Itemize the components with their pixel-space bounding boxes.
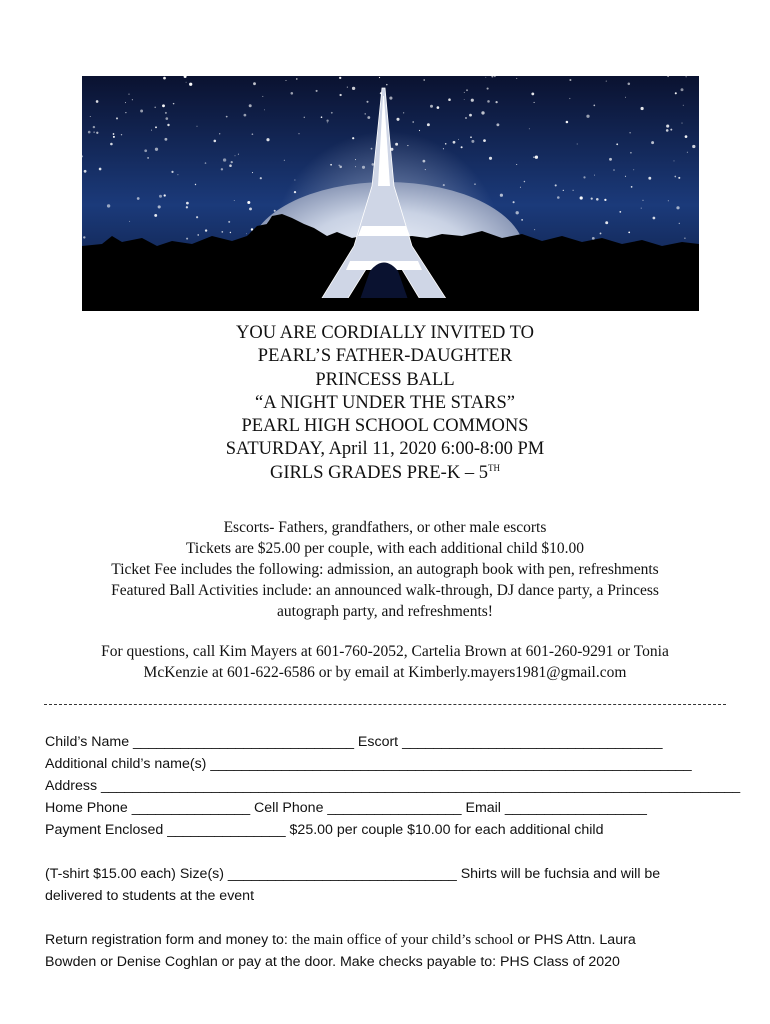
star [249, 104, 252, 107]
star [670, 129, 672, 131]
star [352, 87, 355, 90]
invitation-line: YOU ARE CORDIALLY INVITED TO [236, 323, 534, 343]
star [132, 99, 133, 100]
star [448, 98, 451, 101]
star [253, 82, 256, 85]
star [557, 196, 560, 199]
star [534, 102, 535, 103]
star [464, 99, 465, 100]
starry-night-illustration [82, 76, 699, 311]
star [366, 101, 368, 103]
star [205, 162, 207, 164]
registration-form [45, 731, 741, 973]
star [228, 221, 230, 223]
return-text-b: the main office of your child’s school [291, 932, 514, 948]
star [580, 196, 583, 199]
star [458, 139, 459, 140]
star [516, 78, 517, 79]
star [516, 164, 517, 165]
star [316, 90, 318, 92]
star [676, 206, 679, 209]
star [163, 77, 166, 80]
star [327, 122, 328, 123]
star [113, 136, 115, 138]
star [464, 92, 465, 93]
star [628, 83, 631, 86]
star [487, 100, 490, 103]
star [396, 118, 399, 121]
star [577, 143, 578, 144]
star [219, 133, 220, 134]
star [461, 146, 463, 148]
star [331, 112, 333, 114]
return-text-a: Return registration form and money to: [45, 932, 292, 948]
star [563, 190, 564, 191]
star [616, 143, 618, 145]
star [591, 198, 593, 200]
star [154, 106, 156, 108]
star [84, 170, 87, 173]
detail-line: Featured Ball Activities include: an announced walk-through, DJ dance party, a Princess [111, 582, 659, 599]
star [653, 217, 656, 220]
star [177, 174, 178, 175]
hero-image-eiffel-tower-night [82, 76, 699, 311]
star [681, 88, 684, 91]
star [140, 110, 143, 113]
star [625, 176, 626, 177]
star [683, 105, 684, 106]
star [533, 157, 534, 158]
star [495, 101, 497, 103]
star [264, 109, 265, 110]
return-instructions [45, 929, 735, 951]
contact-info [0, 641, 770, 683]
star [144, 149, 147, 152]
star [296, 78, 297, 79]
star [470, 136, 472, 138]
star [592, 237, 595, 240]
star [685, 135, 688, 138]
star [116, 117, 118, 119]
star [125, 102, 126, 103]
star [226, 116, 228, 118]
star [244, 114, 247, 117]
star [171, 171, 173, 173]
invitation-heading [0, 322, 770, 485]
star [159, 195, 162, 198]
invitation-line: PEARL’S FATHER-DAUGHTER [257, 346, 513, 367]
star [412, 121, 414, 123]
star [173, 103, 175, 105]
star [606, 81, 607, 82]
star [489, 157, 492, 160]
star [427, 123, 430, 126]
star [167, 124, 169, 126]
star [465, 117, 467, 119]
star [681, 123, 682, 124]
star [186, 202, 189, 205]
star [286, 80, 287, 81]
star [154, 214, 157, 217]
star [437, 106, 440, 109]
star [675, 92, 677, 94]
star [197, 126, 198, 127]
star [485, 77, 486, 78]
star [674, 160, 675, 161]
star [162, 104, 165, 107]
star [596, 198, 599, 201]
star [230, 232, 231, 233]
star [600, 232, 602, 234]
star [496, 123, 499, 126]
star [423, 79, 425, 81]
star [648, 177, 651, 180]
star [164, 138, 167, 141]
star [235, 155, 236, 156]
star [651, 141, 654, 144]
star [521, 219, 523, 221]
star [684, 238, 685, 239]
star [155, 126, 157, 128]
star [137, 197, 140, 200]
star [260, 177, 262, 179]
star [605, 221, 608, 224]
form-row-tshirt-note: delivered to students at the event [45, 888, 255, 904]
star [83, 236, 85, 238]
detail-line: Ticket Fee includes the following: admission, an autograph book with pen, refreshments [111, 561, 659, 578]
star [299, 133, 300, 134]
star [347, 87, 348, 88]
star [252, 133, 254, 135]
star [291, 92, 294, 95]
star [129, 221, 130, 222]
star [471, 140, 474, 143]
star [196, 216, 198, 218]
star [566, 121, 569, 124]
star [284, 160, 285, 161]
star [252, 172, 253, 173]
star [96, 132, 98, 134]
star [629, 132, 630, 133]
star [113, 133, 115, 135]
star [221, 168, 223, 170]
star [666, 129, 669, 132]
star [94, 132, 95, 133]
star [445, 143, 447, 145]
form-row-payment[interactable]: Payment Enclosed _______________ $25.00 per couple $10.00 for each additional child [45, 822, 604, 838]
star [471, 99, 474, 102]
star [641, 208, 642, 209]
star [165, 112, 167, 114]
form-row-additional-children[interactable]: Additional child’s name(s) _____________________________________________________________ [45, 756, 692, 772]
star [555, 184, 557, 186]
form-row-child-escort[interactable]: Child’s Name ____________________________ Escort _________________________________ [45, 734, 663, 750]
star [687, 152, 688, 153]
star [679, 223, 680, 224]
star [569, 79, 571, 81]
grades-text: GIRLS GRADES PRE-K – 5 [270, 462, 488, 483]
star [155, 148, 158, 151]
star [630, 152, 632, 154]
star [99, 168, 102, 171]
form-row-phones-email[interactable]: Home Phone _______________ Cell Phone _________________ Email __________________ [45, 800, 647, 816]
return-instructions-cont: Bowden or Denise Coghlan or pay at the door. Make checks payable to: PHS Class of 2020 [45, 954, 620, 970]
star [668, 200, 669, 201]
star [524, 181, 526, 183]
detail-line: Tickets are $25.00 per couple, with each additional child $10.00 [185, 540, 585, 557]
star [469, 114, 472, 117]
return-text-c: or PHS Attn. Laura [513, 932, 636, 948]
star [326, 120, 328, 122]
star [164, 194, 166, 196]
cut-line-divider [44, 704, 726, 705]
star [339, 94, 341, 96]
grades-superscript: TH [487, 462, 500, 473]
event-details [0, 517, 770, 622]
star [221, 231, 223, 233]
star [609, 158, 612, 161]
star [487, 88, 489, 90]
star [304, 117, 305, 118]
star [186, 206, 188, 208]
star [516, 211, 519, 214]
star [186, 238, 188, 240]
star [125, 112, 126, 113]
star [266, 138, 269, 141]
star [481, 111, 484, 114]
invitation-line: PEARL HIGH SCHOOL COMMONS [241, 416, 529, 437]
star [466, 89, 468, 91]
star [625, 97, 626, 98]
star [628, 232, 630, 234]
star [569, 98, 570, 99]
star [107, 204, 110, 207]
form-row-tshirt[interactable]: (T-shirt $15.00 each) Size(s) _____________________________ Shirts will be fuchsia and will be [45, 866, 661, 882]
star [249, 207, 252, 210]
star [339, 77, 341, 79]
star [262, 96, 263, 97]
contact-line: For questions, call Kim Mayers at 601-760-2052, Cartelia Brown at 601-260-9291 or Tonia [101, 643, 669, 660]
star [534, 229, 535, 230]
star [234, 200, 235, 201]
star [197, 234, 198, 235]
star [246, 233, 247, 234]
star [231, 161, 233, 163]
star [593, 105, 595, 107]
star [535, 156, 538, 159]
star [379, 77, 380, 78]
star [386, 84, 388, 86]
star [195, 184, 196, 185]
star [367, 116, 370, 119]
star [186, 82, 187, 83]
detail-line: Escorts- Fathers, grandfathers, or other male escorts [223, 519, 547, 536]
star [88, 131, 91, 134]
star [389, 97, 392, 100]
star [619, 211, 621, 213]
star [586, 115, 589, 118]
star [147, 157, 149, 159]
star [90, 116, 91, 117]
star [453, 141, 456, 144]
star [483, 139, 486, 142]
star [513, 201, 515, 203]
star [500, 194, 503, 197]
star [678, 177, 680, 179]
star [238, 154, 239, 155]
star [93, 126, 95, 128]
star [321, 116, 323, 118]
star [403, 112, 404, 113]
invitation-line: “A NIGHT UNDER THE STARS” [255, 392, 515, 413]
star [247, 201, 250, 204]
star [365, 113, 366, 114]
star [573, 190, 574, 191]
form-row-address[interactable]: Address _________________________________________________________________________________ [45, 778, 741, 794]
star [631, 186, 633, 188]
detail-line: autograph party, and refreshments! [277, 603, 493, 620]
star [531, 92, 534, 95]
invitation-line: PRINCESS BALL [315, 369, 455, 390]
star [110, 143, 113, 146]
star [640, 107, 643, 110]
star [96, 100, 99, 103]
star [151, 130, 152, 131]
star [121, 134, 122, 135]
star [666, 125, 669, 128]
star [158, 205, 161, 208]
invitation-line: SATURDAY, April 11, 2020 6:00-8:00 PM [225, 439, 545, 460]
star [274, 210, 276, 212]
star [520, 187, 521, 188]
star [594, 175, 595, 176]
star [529, 128, 530, 129]
star [674, 176, 676, 178]
star [430, 105, 433, 108]
star [583, 176, 585, 178]
star [205, 229, 207, 231]
star [613, 169, 615, 171]
star [692, 145, 695, 148]
star [642, 200, 643, 201]
star [166, 117, 169, 120]
star [214, 140, 217, 143]
star [419, 130, 420, 131]
grades-line [0, 462, 770, 485]
contact-line: McKenzie at 601-622-6586 or by email at Kimberly.mayers1981@gmail.com [143, 664, 627, 681]
star [686, 76, 687, 77]
star [223, 158, 226, 161]
star [633, 169, 634, 170]
star [189, 83, 192, 86]
star [128, 93, 129, 94]
star [229, 164, 232, 167]
star [604, 199, 606, 201]
